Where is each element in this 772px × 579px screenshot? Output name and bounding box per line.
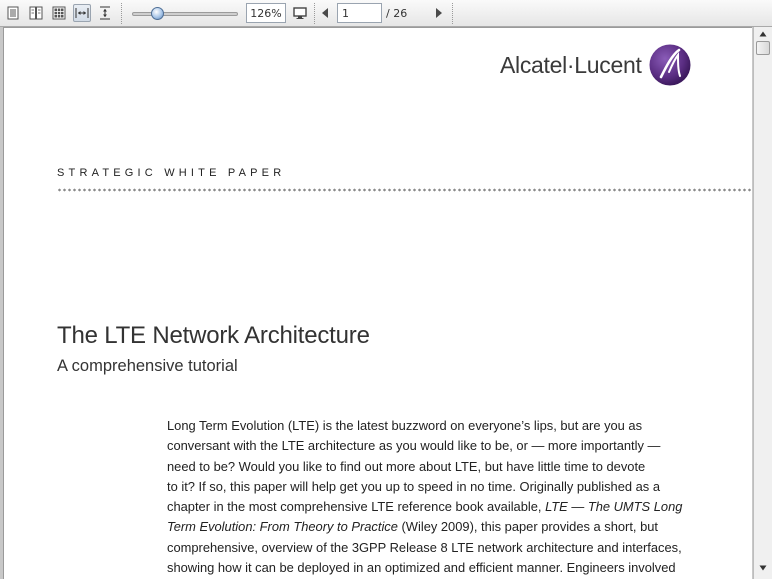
body-text-segment: conversant with the LTE architecture as you would like to be, or — more importantly —: [167, 438, 661, 454]
document-subtitle: A comprehensive tutorial: [57, 357, 238, 375]
vertical-scrollbar[interactable]: [753, 27, 772, 579]
monitor-icon: [293, 6, 307, 20]
two-page-view-icon: [29, 6, 43, 20]
body-text-segment: comprehensive, overview of the 3GPP Release 8 LTE network architecture and interfaces,: [167, 539, 682, 555]
next-page-button[interactable]: [432, 4, 446, 22]
body-text-segment: chapter in the most comprehensive LTE reference book available,: [167, 499, 546, 515]
book-title-italic: Term Evolution: From Theory to Practice: [167, 519, 398, 535]
body-line: [167, 436, 707, 456]
body-line: [167, 538, 707, 558]
body-text-segment: showing how it can be deployed in an optimized and efficient manner. Engineers involved: [167, 560, 676, 576]
body-text-segment: to it? If so, this paper will help get you up to speed in no time. Originally published as a: [167, 478, 660, 494]
body-line: [167, 558, 707, 578]
document-viewport[interactable]: [0, 27, 772, 579]
scroll-thumb[interactable]: [756, 41, 770, 55]
alcatel-lucent-globe-icon: [648, 43, 692, 87]
zoom-slider-track[interactable]: [132, 12, 238, 16]
thumbnail-grid-view-button[interactable]: [50, 4, 68, 22]
document-kicker: STRATEGIC WHITE PAPER: [57, 167, 286, 179]
two-page-view-button[interactable]: [27, 4, 45, 22]
page-total-label: / 26: [386, 7, 408, 20]
scroll-up-button[interactable]: [756, 27, 770, 41]
zoom-level-display[interactable]: 126%: [246, 3, 286, 23]
viewer-toolbar: [0, 0, 772, 27]
body-line: [167, 477, 707, 497]
toolbar-separator: [452, 3, 453, 24]
single-page-view-icon: [6, 6, 20, 20]
fit-width-icon: [75, 6, 89, 20]
logo-wordmark: Alcatel·Lucent: [500, 51, 642, 78]
company-logo: [500, 44, 692, 86]
document-body: [167, 416, 707, 578]
book-title-italic: LTE — The UMTS Long: [545, 499, 683, 515]
dotted-divider: [57, 188, 752, 192]
single-page-view-button[interactable]: [4, 4, 22, 22]
arrow-down-icon: [759, 565, 767, 571]
body-line: [167, 517, 707, 537]
arrow-up-icon: [759, 31, 767, 37]
page-number-input[interactable]: [337, 3, 382, 23]
document-page: [3, 27, 752, 579]
fit-height-button[interactable]: [96, 4, 114, 22]
body-line: [167, 497, 707, 517]
body-text-segment: need to be? Would you like to find out more about LTE, but have little time to devote: [167, 458, 646, 474]
fit-width-button[interactable]: [73, 4, 91, 22]
document-title: The LTE Network Architecture: [57, 322, 370, 349]
zoom-slider-thumb[interactable]: [151, 7, 164, 20]
previous-page-button[interactable]: [318, 4, 332, 22]
body-line: [167, 457, 707, 477]
fullscreen-button[interactable]: [291, 4, 309, 22]
scroll-down-button[interactable]: [756, 561, 770, 575]
body-text-segment: (Wiley 2009), this paper provides a short, but: [397, 519, 659, 535]
toolbar-separator: [314, 3, 315, 24]
body-line: [167, 416, 707, 436]
triangle-right-icon: [434, 6, 444, 20]
toolbar-separator: [121, 3, 122, 24]
thumbnail-grid-view-icon: [52, 6, 66, 20]
fit-height-icon: [98, 6, 112, 20]
body-text-segment: Long Term Evolution (LTE) is the latest buzzword on everyone’s lips, but are you as: [167, 418, 643, 433]
triangle-left-icon: [320, 6, 330, 20]
